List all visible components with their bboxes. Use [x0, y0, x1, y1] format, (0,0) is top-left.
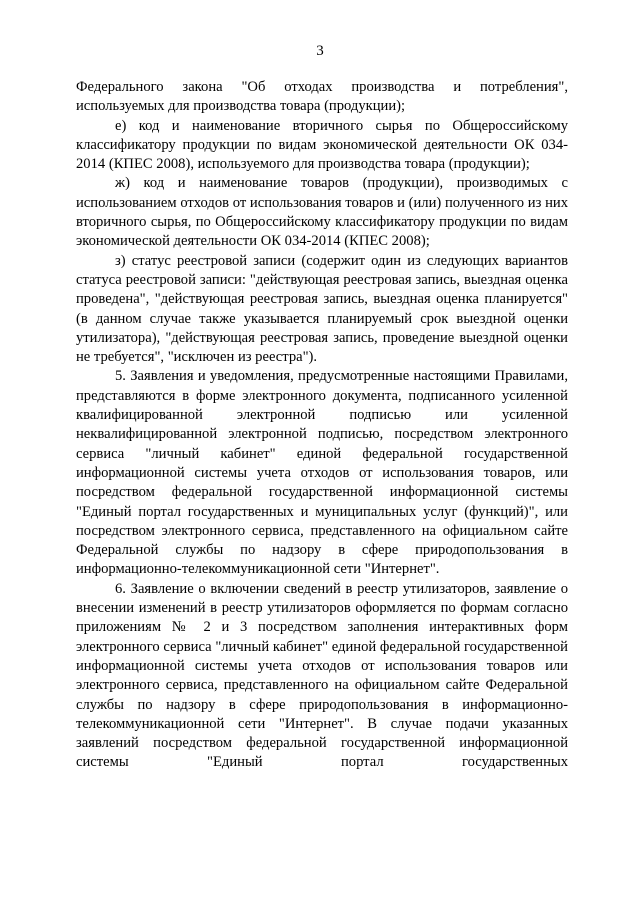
paragraph-point-5: 5. Заявления и уведомления, предусмотренные настоящими Правилами, представляются в форме электронного документа, подписанного усиленной квалифицированной электронной подписью или усиленной неквалифицированной электронной подписью, посредством электронного сервиса "личный кабинет" единой федеральной государственной информационной системы учета отходов от использования товаров, или посредством федеральной государственной информационной системы "Единый портал государственных и муниципальных услуг (функций)", или посредством электронного сервиса, представленного на официальном сайте Федеральной службы по надзору в сфере природопользования в информационно-телекоммуникационной сети "Интернет".: [76, 368, 568, 578]
paragraph-point-6: 6. Заявление о включении сведений в реестр утилизаторов, заявление о внесении изменений в реестр утилизаторов оформляется по формам согласно приложениям № 2 и 3 посредством заполнения интерактивных форм электронного сервиса "личный кабинет" единой федеральной государственной информационной системы учета отходов от использования товаров или электронного сервиса, представленного на официальном сайте Федеральной службы по надзору в сфере природопользования в информационно-телекоммуникационной сети "Интернет". В случае подачи указанных заявлений посредством федеральной государственной информационной системы "Единый портал государственных: [76, 580, 568, 771]
paragraph-item-z: з) статус реестровой записи (содержит один из следующих вариантов статуса реестровой записи: "действующая реестровая запись, выездная оценка проведена", "действующая реестровая запись, выездная оценка планируется" (в данном случае также указывается планируемый срок выездной оценки утилизатора), "действующая реестровая запись, проведение выездной оценки не требуется", "исключен из реестра").: [76, 252, 568, 366]
page-number: 3: [316, 43, 324, 59]
paragraph-law-continuation: Федерального закона "Об отходах производства и потребления", используемых для производства товара (продукции);: [76, 79, 568, 115]
paragraph-item-e: е) код и наименование вторичного сырья по Общероссийскому классификатору продукции по видам экономической деятельности ОК 034-2014 (КПЕС 2008), используемого для производства товара (продукции);: [76, 117, 568, 173]
document-body: [76, 78, 568, 773]
paragraph-item-zh: ж) код и наименование товаров (продукции), производимых с использованием отходов от использования товаров и (или) полученного из них вторичного сырья, по Общероссийскому классификатору продукции по видам экономической деятельности ОК 034-2014 (КПЕС 2008);: [76, 175, 568, 250]
